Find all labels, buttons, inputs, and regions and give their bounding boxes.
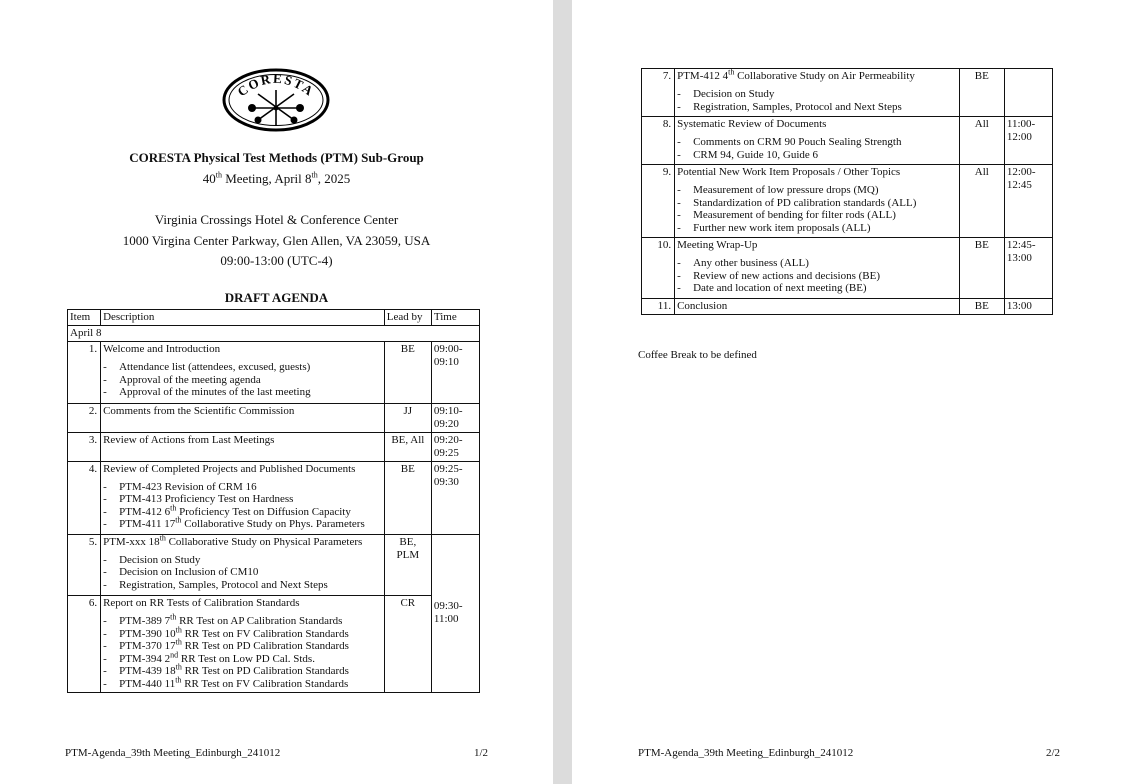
item-title: Comments from the Scientific Commission (103, 404, 295, 417)
item-description (675, 117, 960, 165)
header-item: Item (68, 310, 101, 326)
sub-item: - PTM-412 6th Proficiency Test on Diffusion Capacity (103, 506, 382, 519)
item-time: 09:30- 11:00 (431, 534, 479, 693)
date-row (68, 326, 480, 342)
item-title: PTM-xxx 18th Collaborative Study on Physical Parameters (103, 532, 363, 548)
document-title: CORESTA Physical Test Methods (PTM) Sub-Group (129, 150, 424, 165)
item-description (101, 403, 385, 432)
item-number: 3. (68, 432, 101, 461)
item-lead: CR (384, 596, 431, 693)
sub-item: - PTM-394 2nd RR Test on Low PD Cal. Stds. (103, 653, 382, 666)
logo-text: CORESTA (234, 70, 318, 100)
item-description (675, 69, 960, 117)
sub-item: - Measurement of bending for filter rods (ALL) (677, 209, 957, 222)
sub-item: - PTM-440 11th RR Test on FV Calibration Standards (103, 678, 382, 691)
agenda-row (642, 165, 1053, 238)
item-title: Review of Actions from Last Meetings (103, 433, 275, 446)
table-header-row (68, 310, 480, 326)
sub-item: - Any other business (ALL) (677, 257, 957, 270)
sub-item-list (103, 554, 382, 592)
sub-item: - Comments on CRM 90 Pouch Sealing Strength (677, 136, 957, 149)
item-time: 09:20- 09:25 (431, 432, 479, 461)
sub-item: - Approval of the meeting agenda (103, 374, 382, 387)
item-number: 6. (68, 596, 101, 693)
item-time: 12:45- 13:00 (1004, 238, 1052, 299)
item-title: Report on RR Tests of Calibration Standards (103, 597, 300, 609)
item-time (1004, 69, 1052, 117)
item-number: 4. (68, 461, 101, 534)
sub-item-list (103, 612, 382, 690)
item-description (675, 238, 960, 299)
agenda-row (68, 461, 480, 534)
agenda-row (68, 403, 480, 432)
agenda-row (68, 596, 480, 693)
item-lead: BE, All (384, 432, 431, 461)
coresta-logo (222, 68, 330, 132)
item-title: PTM-412 4th Collaborative Study on Air Permeability (677, 67, 915, 82)
venue: Virginia Crossings Hotel & Conference Center (154, 212, 399, 227)
item-description (101, 596, 385, 693)
document-page-1 (0, 0, 553, 784)
sub-item: - Date and location of next meeting (BE) (677, 282, 957, 295)
agenda-table-page-2 (641, 68, 1053, 315)
item-description (101, 432, 385, 461)
agenda-row (642, 298, 1053, 314)
sub-item: - PTM-439 18th RR Test on PD Calibration Standards (103, 665, 382, 678)
item-time: 12:00- 12:45 (1004, 165, 1052, 238)
item-number: 11. (642, 298, 675, 314)
date-cell: April 8 (68, 326, 480, 342)
sub-item: - PTM-413 Proficiency Test on Hardness (103, 493, 382, 506)
item-description (101, 342, 385, 404)
sub-item-list (677, 257, 957, 295)
footer-page-number: 1/2 (474, 747, 489, 759)
item-title: Systematic Review of Documents (677, 118, 827, 130)
item-description (675, 298, 960, 314)
agenda-table-page-1 (67, 309, 480, 693)
footer-page-number-2: 2/2 (1046, 747, 1061, 759)
sub-item: - Review of new actions and decisions (BE) (677, 270, 957, 283)
item-number: 9. (642, 165, 675, 238)
sub-item: - PTM-411 17th Collaborative Study on Phys. Parameters (103, 518, 382, 531)
item-number: 2. (68, 403, 101, 432)
item-lead: BE (959, 298, 1004, 314)
item-time: 11:00- 12:00 (1004, 117, 1052, 165)
item-time: 09:10- 09:20 (431, 403, 479, 432)
agenda-row (642, 117, 1053, 165)
item-description (101, 461, 385, 534)
item-number: 7. (642, 69, 675, 117)
item-description (675, 165, 960, 238)
item-lead: JJ (384, 403, 431, 432)
sub-item: - Registration, Samples, Protocol and Next Steps (103, 579, 382, 592)
item-title: Review of Completed Projects and Published Documents (103, 462, 356, 475)
sub-item: - Further new work item proposals (ALL) (677, 222, 957, 235)
meeting-line: 40th Meeting, April 8th, 2025 (202, 170, 351, 186)
sub-item: - PTM-389 7th RR Test on AP Calibration Standards (103, 615, 382, 628)
item-description (101, 534, 385, 596)
sub-item: - PTM-423 Revision of CRM 16 (103, 481, 382, 494)
sub-item-list (677, 88, 957, 113)
sub-item: - Measurement of low pressure drops (MQ) (677, 184, 957, 197)
footer-doc-name-2: PTM-Agenda_39th Meeting_Edinburgh_241012 (638, 747, 854, 759)
agenda-row (68, 432, 480, 461)
sub-item: - Decision on Inclusion of CM10 (103, 566, 382, 579)
item-title: Conclusion (677, 299, 728, 312)
item-lead: BE (384, 461, 431, 534)
item-number: 5. (68, 534, 101, 596)
page-gutter (553, 0, 572, 784)
item-title: Welcome and Introduction (103, 343, 221, 355)
header-description: Description (101, 310, 385, 326)
item-number: 10. (642, 238, 675, 299)
header-lead: Lead by (384, 310, 431, 326)
item-lead: BE (959, 69, 1004, 117)
header-time: Time (431, 310, 479, 326)
sub-item: - CRM 94, Guide 10, Guide 6 (677, 149, 957, 162)
item-time: 09:25- 09:30 (431, 461, 479, 534)
agenda-heading: DRAFT AGENDA (224, 290, 329, 305)
meeting-time: 09:00-13:00 (UTC-4) (220, 253, 333, 268)
sub-item: - PTM-370 17th RR Test on PD Calibration Standards (103, 640, 382, 653)
item-lead: BE, PLM (384, 534, 431, 596)
coffee-break-note: Coffee Break to be defined (638, 349, 757, 361)
item-title: Meeting Wrap-Up (677, 239, 758, 251)
agenda-row (68, 342, 480, 404)
item-lead: All (959, 117, 1004, 165)
item-number: 1. (68, 342, 101, 404)
sub-item: - Approval of the minutes of the last meeting (103, 386, 382, 399)
address: 1000 Virgina Center Parkway, Glen Allen, VA 23059, USA (122, 233, 431, 248)
sub-item: - Decision on Study (677, 88, 957, 101)
sub-item: - Decision on Study (103, 554, 382, 567)
agenda-row (642, 238, 1053, 299)
footer-doc-name: PTM-Agenda_39th Meeting_Edinburgh_241012 (65, 747, 281, 759)
item-lead: All (959, 165, 1004, 238)
agenda-row (68, 534, 480, 596)
item-time: 09:00- 09:10 (431, 342, 479, 404)
item-time: 13:00 (1004, 298, 1052, 314)
sub-item-list (103, 481, 382, 531)
sub-item: - PTM-390 10th RR Test on FV Calibration Standards (103, 628, 382, 641)
sub-item: - Registration, Samples, Protocol and Next Steps (677, 101, 957, 114)
sub-item-list (677, 184, 957, 234)
sub-item-list (677, 136, 957, 161)
sub-item: - Standardization of PD calibration standards (ALL) (677, 197, 957, 210)
item-title: Potential New Work Item Proposals / Other Topics (677, 166, 901, 178)
item-lead: BE (384, 342, 431, 404)
agenda-row (642, 69, 1053, 117)
item-lead: BE (959, 238, 1004, 299)
sub-item-list (103, 361, 382, 399)
item-number: 8. (642, 117, 675, 165)
sub-item: - Attendance list (attendees, excused, guests) (103, 361, 382, 374)
